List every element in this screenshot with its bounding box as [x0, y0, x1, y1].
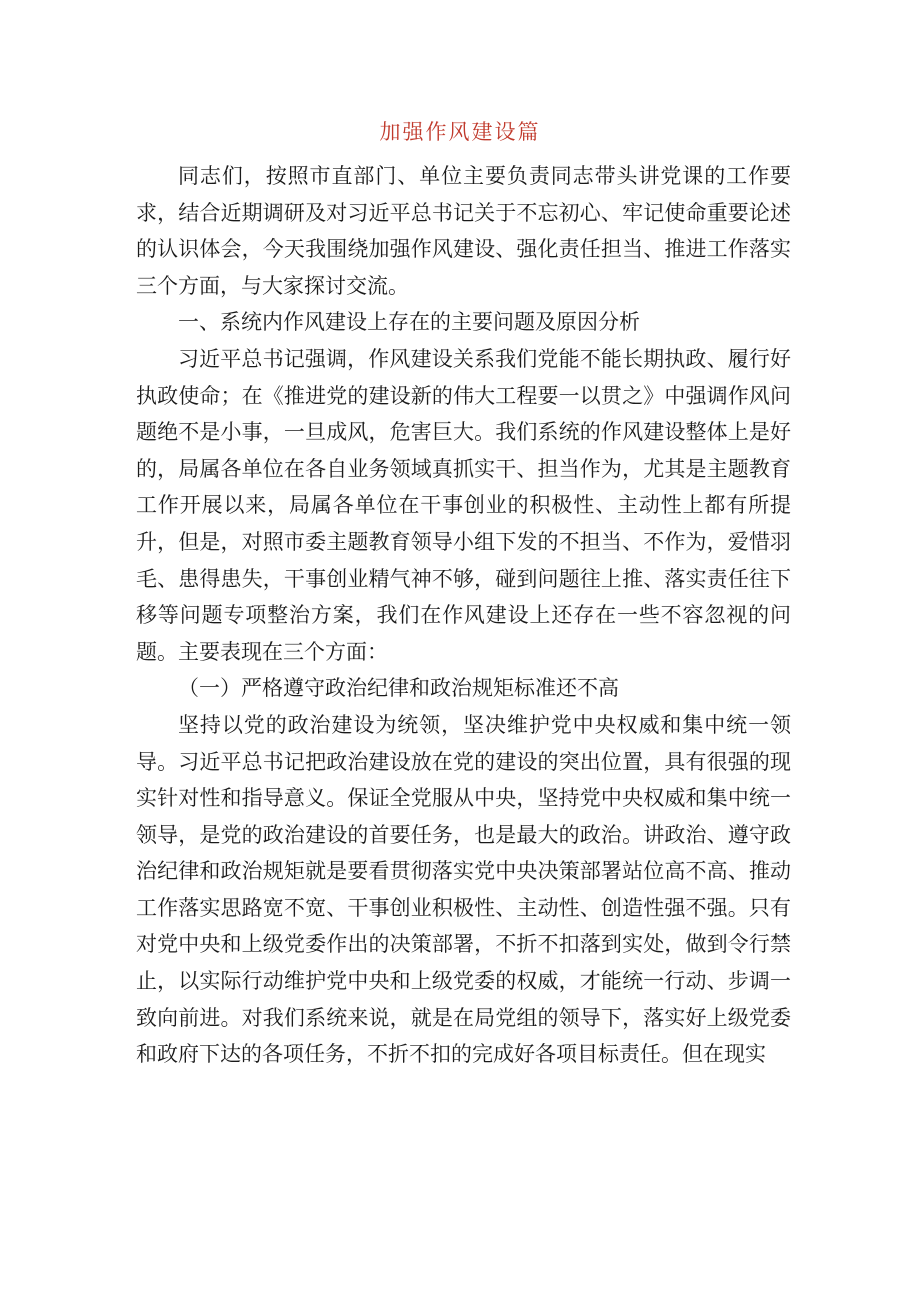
- subsection-heading-1: （一）严格遵守政治纪律和政治规矩标准还不高: [178, 676, 619, 701]
- paragraph-political-discipline: 坚持以党的政治建设为统领，坚决维护党中央权威和集中统一领导。习近平总书记把政治建设放在党的建设的突出位置，具有很强的现实针对性和指导意义。保证全党服从中央，坚持党中央权威和集中统一领导，是党的政治建设的首要任务，也是最大的政治。讲政治、遵守政治纪律和政治规矩就是要看贯彻落实党中央决策部署站位高不高、推动工作落实思路宽不宽、干事创业积极性、主动性、创造性强不强。只有对党中央和上级党委作出的决策部署，不折不扣落到实处，做到令行禁止，以实际行动维护党中央和上级党委的权威，才能统一行动、步调一致向前进。对我们系统来说，就是在局党组的领导下，落实好上级党委和政府下达的各项任务，不折不扣的完成好各项目标责任。但在现实: [136, 712, 791, 1067]
- paragraph-style-analysis: 习近平总书记强调，作风建设关系我们党能不能长期执政、履行好执政使命；在《推进党的建设新的伟大工程要一以贯之》中强调作风问题绝不是小事，一旦成风，危害巨大。我们系统的作风建设整体上是好的，局属各单位在各自业务领域真抓实干、担当作为，尤其是主题教育工作开展以来，局属各单位在干事创业的积极性、主动性上都有所提升，但是，对照市委主题教育领导小组下发的不担当、不作为，爱惜羽毛、患得患失，干事创业精气神不够，碰到问题往上推、落实责任往下移等问题专项整治方案，我们在作风建设上还存在一些不容忽视的问题。主要表现在三个方面：: [136, 346, 791, 664]
- document-title: 加强作风建设篇: [379, 120, 541, 144]
- section-heading-1: 一、系统内作风建设上存在的主要问题及原因分析: [178, 310, 640, 335]
- document-body: [136, 158, 791, 1073]
- paragraph-intro: 同志们，按照市直部门、单位主要负责同志带头讲党课的工作要求，结合近期调研及对习近平总书记关于不忘初心、牢记使命重要论述的认识体会，今天我围绕加强作风建设、强化责任担当、推进工作落实三个方面，与大家探讨交流。: [136, 164, 791, 298]
